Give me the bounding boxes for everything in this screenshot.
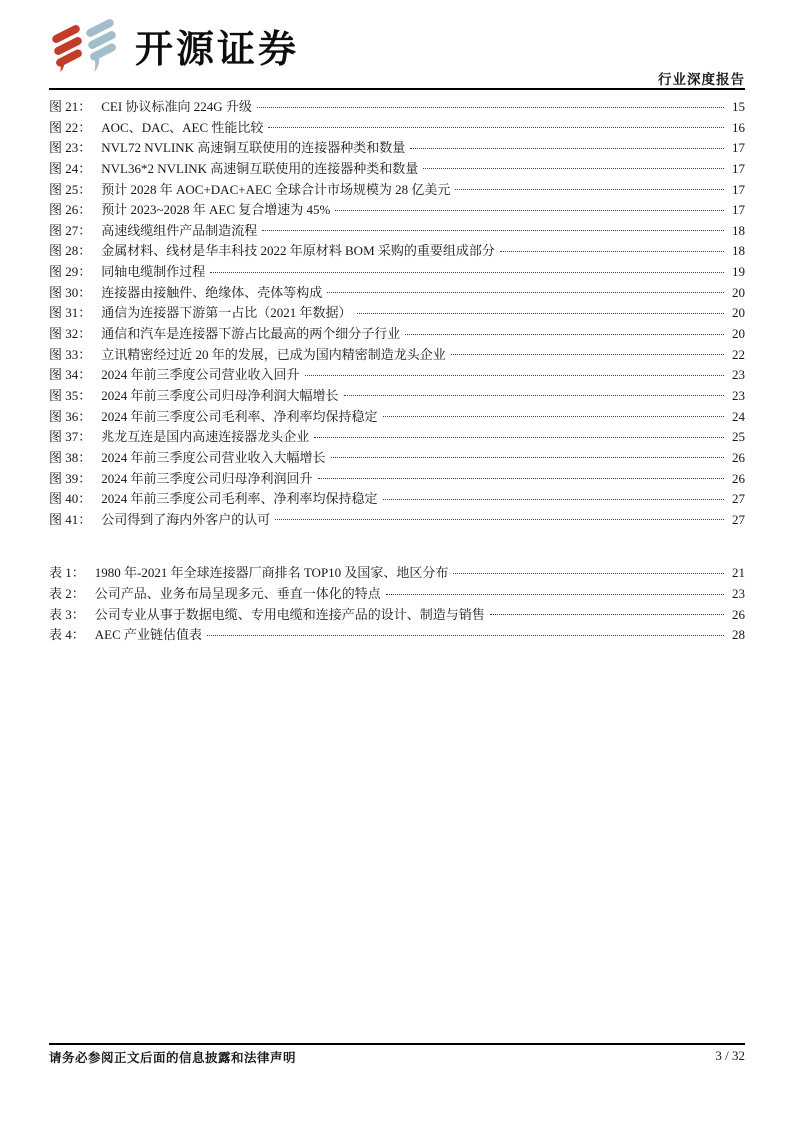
toc-figure-row[interactable] [49, 200, 745, 221]
toc-entry-label: 表 2： [49, 586, 85, 602]
toc-table-row[interactable] [49, 584, 745, 605]
toc-table-row[interactable] [49, 563, 745, 584]
toc-figure-row[interactable] [49, 241, 745, 262]
dot-leader [405, 334, 724, 335]
toc-entry-label: 图 35： [49, 387, 92, 403]
toc-entry-page: 27 [732, 491, 745, 507]
dot-leader [331, 457, 724, 458]
toc-entry-label: 图 25： [49, 181, 92, 197]
dot-leader [327, 292, 724, 293]
toc-entry-label: 表 1： [49, 565, 85, 581]
footer-disclaimer: 请务必参阅正文后面的信息披露和法律声明 [49, 1051, 297, 1065]
toc-entry-page: 22 [732, 346, 745, 362]
toc-figure-row[interactable] [49, 510, 745, 531]
toc-entry-title: 连接器由接触件、绝缘体、壳体等构成 [101, 284, 323, 300]
toc-entry-page: 27 [732, 511, 745, 527]
toc-entry-title: 2024 年前三季度公司营业收入大幅增长 [101, 449, 326, 465]
toc-entry-title: 2024 年前三季度公司毛利率、净利率均保持稳定 [101, 491, 378, 507]
dot-leader [314, 437, 724, 438]
toc-entry-title: 兆龙互连是国内高速连接器龙头企业 [101, 429, 310, 445]
dot-leader [383, 499, 724, 500]
toc-entry-label: 图 34： [49, 367, 92, 383]
toc-entry-label: 图 36： [49, 408, 92, 424]
toc-entry-title: 通信为连接器下游第一占比（2021 年数据） [101, 305, 352, 321]
toc-figure-row[interactable] [49, 324, 745, 345]
dot-leader [344, 395, 724, 396]
toc-entry-label: 图 31： [49, 305, 92, 321]
toc-entry-page: 17 [732, 181, 745, 197]
toc-entry-page: 26 [732, 470, 745, 486]
toc-entry-title: 金属材料、线材是华丰科技 2022 年原材料 BOM 采购的重要组成部分 [101, 243, 495, 259]
toc-entry-page: 23 [732, 367, 745, 383]
toc-entry-label: 图 32： [49, 326, 92, 342]
toc-entry-page: 28 [732, 627, 745, 643]
toc-entry-page: 21 [732, 565, 745, 581]
toc-entry-label: 图 22： [49, 119, 92, 135]
toc-entry-page: 17 [732, 202, 745, 218]
toc-figure-row[interactable] [49, 469, 745, 490]
dot-leader [383, 416, 724, 417]
toc-entry-label: 图 29： [49, 264, 92, 280]
toc-entry-title: 公司专业从事于数据电缆、专用电缆和连接产品的设计、制造与销售 [94, 606, 485, 622]
dot-leader [305, 375, 724, 376]
toc-entry-title: CEI 协议标准向 224G 升级 [101, 99, 252, 114]
toc-entry-label: 图 21： [49, 99, 92, 114]
toc-entry-page: 17 [732, 140, 745, 156]
toc-entry-label: 表 3： [49, 606, 85, 622]
toc-entry-title: 1980 年-2021 年全球连接器厂商排名 TOP10 及国家、地区分布 [94, 565, 449, 581]
table-list [49, 563, 745, 646]
toc-figure-row[interactable] [49, 97, 745, 118]
toc-entry-page: 15 [732, 99, 745, 114]
toc-table-row[interactable] [49, 605, 745, 626]
dot-leader [357, 313, 724, 314]
dot-leader [455, 189, 724, 190]
dot-leader [207, 635, 724, 636]
toc-entry-title: 2024 年前三季度公司毛利率、净利率均保持稳定 [101, 408, 378, 424]
toc-figure-row[interactable] [49, 180, 745, 201]
toc-entry-title: 公司产品、业务布局呈现多元、垂直一体化的特点 [94, 586, 381, 602]
toc-figure-row[interactable] [49, 489, 745, 510]
toc-entry-label: 图 38： [49, 449, 92, 465]
toc-entry-title: AOC、DAC、AEC 性能比较 [101, 119, 264, 135]
toc-entry-page: 19 [732, 264, 745, 280]
toc-entry-title: 公司得到了海内外客户的认可 [101, 511, 271, 527]
kaiyuan-logo-icon [49, 18, 125, 81]
toc-figure-row[interactable] [49, 221, 745, 242]
toc-entry-page: 20 [732, 284, 745, 300]
dot-leader [410, 148, 724, 149]
toc-entry-title: 通信和汽车是连接器下游占比最高的两个细分子行业 [101, 326, 401, 342]
dot-leader [453, 573, 724, 574]
toc-entry-title: 2024 年前三季度公司营业收入回升 [101, 367, 300, 383]
toc-figure-row[interactable] [49, 365, 745, 386]
toc-figure-row[interactable] [49, 303, 745, 324]
toc-entry-label: 图 37： [49, 429, 92, 445]
toc-figure-row[interactable] [49, 427, 745, 448]
toc-figure-row[interactable] [49, 138, 745, 159]
toc-figure-row[interactable] [49, 262, 745, 283]
toc-entry-page: 23 [732, 586, 745, 602]
toc-entry-page: 18 [732, 243, 745, 259]
brand [49, 18, 745, 81]
toc-figure-row[interactable] [49, 386, 745, 407]
toc-entry-title: 同轴电缆制作过程 [101, 264, 206, 280]
header-rule [49, 88, 745, 90]
toc-entry-page: 17 [732, 160, 745, 176]
table-of-contents [49, 97, 745, 646]
toc-entry-page: 20 [732, 305, 745, 321]
toc-entry-title: 高速线缆组件产品制造流程 [101, 222, 258, 238]
toc-figure-row[interactable] [49, 118, 745, 139]
toc-entry-page: 20 [732, 326, 745, 342]
toc-figure-row[interactable] [49, 448, 745, 469]
toc-entry-label: 图 26： [49, 202, 92, 218]
dot-leader [275, 519, 724, 520]
dot-leader [500, 251, 724, 252]
toc-entry-page: 16 [732, 119, 745, 135]
toc-entry-label: 图 28： [49, 243, 92, 259]
dot-leader [386, 594, 724, 595]
toc-entry-page: 18 [732, 222, 745, 238]
toc-entry-label: 图 39： [49, 470, 92, 486]
toc-entry-page: 23 [732, 387, 745, 403]
page-header [49, 18, 745, 90]
dot-leader [262, 230, 724, 231]
toc-figure-row[interactable] [49, 283, 745, 304]
figure-list [49, 97, 745, 530]
toc-entry-label: 表 4： [49, 627, 85, 643]
dot-leader [268, 127, 724, 128]
toc-entry-title: 预计 2023~2028 年 AEC 复合增速为 45% [101, 202, 331, 218]
dot-leader [451, 354, 724, 355]
dot-leader [210, 272, 724, 273]
toc-entry-page: 26 [732, 606, 745, 622]
dot-leader [335, 210, 724, 211]
toc-entry-page: 25 [732, 429, 745, 445]
toc-table-row[interactable] [49, 625, 745, 646]
toc-entry-title: 预计 2028 年 AOC+DAC+AEC 全球合计市场规模为 28 亿美元 [101, 181, 451, 197]
dot-leader [257, 107, 724, 108]
toc-entry-label: 图 40： [49, 491, 92, 507]
toc-entry-label: 图 24： [49, 160, 92, 176]
footer-rule [49, 1043, 745, 1045]
page-footer [49, 1048, 745, 1066]
toc-entry-label: 图 30： [49, 284, 92, 300]
brand-name: 开源证券 [135, 28, 300, 71]
page-number-indicator: 3 / 32 [715, 1048, 745, 1063]
toc-entry-label: 图 41： [49, 511, 92, 527]
toc-entry-label: 图 33： [49, 346, 92, 362]
toc-entry-title: 立讯精密经过近 20 年的发展，已成为国内精密制造龙头企业 [101, 346, 446, 362]
toc-entry-label: 图 27： [49, 222, 92, 238]
toc-entry-title: 2024 年前三季度公司归母净利润回升 [101, 470, 313, 486]
toc-figure-row[interactable] [49, 407, 745, 428]
toc-entry-page: 24 [732, 408, 745, 424]
toc-entry-title: NVL36*2 NVLINK 高速铜互联使用的连接器种类和数量 [101, 160, 419, 176]
toc-entry-title: 2024 年前三季度公司归母净利润大幅增长 [101, 387, 339, 403]
toc-entry-page: 26 [732, 449, 745, 465]
toc-entry-title: AEC 产业链估值表 [94, 627, 203, 643]
toc-entry-label: 图 23： [49, 140, 92, 156]
dot-leader [318, 478, 724, 479]
dot-leader [423, 168, 724, 169]
toc-figure-row[interactable] [49, 159, 745, 180]
toc-entry-title: NVL72 NVLINK 高速铜互联使用的连接器种类和数量 [101, 140, 406, 156]
dot-leader [490, 614, 724, 615]
toc-figure-row[interactable] [49, 345, 745, 366]
report-type-label: 行业深度报告 [658, 72, 745, 87]
